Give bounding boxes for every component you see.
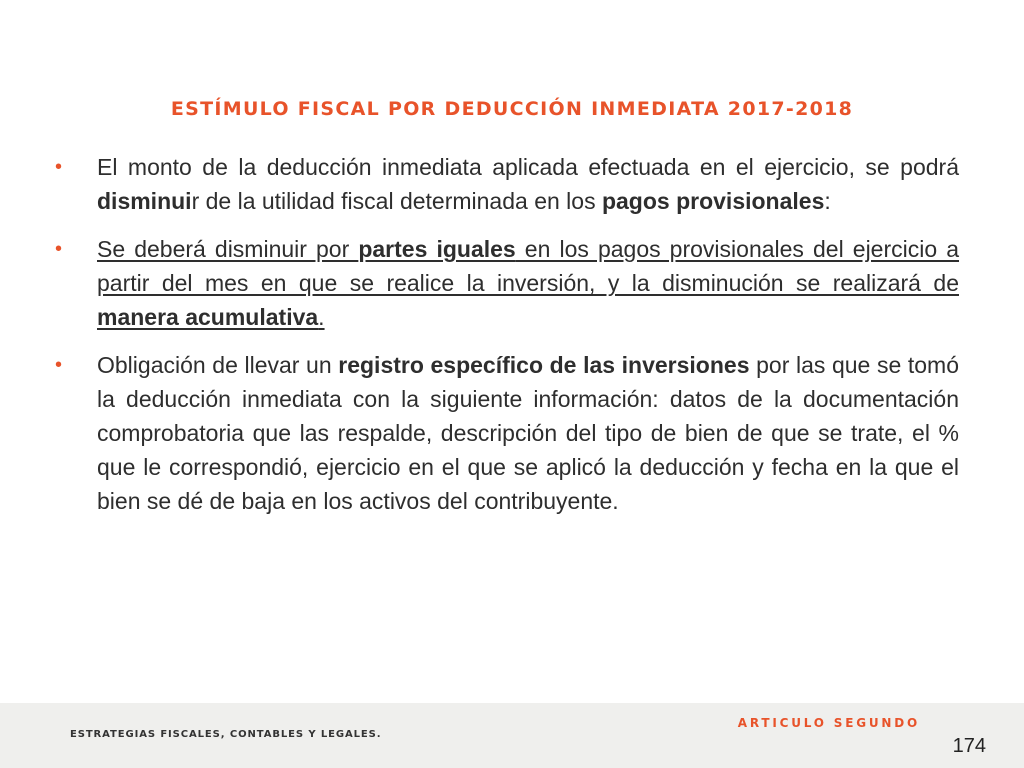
bullet-text: El monto de la deducción inmediata aplicada efectuada en el ejercicio, se podrá: [97, 154, 959, 180]
bullet-text: r de la utilidad fiscal determinada en los: [191, 188, 602, 214]
bullet-text: .: [318, 304, 325, 330]
page-number: 174: [952, 735, 986, 757]
bullet-text: :: [824, 188, 831, 214]
bullet-emphasis: manera acumulativa: [97, 304, 319, 330]
bullet-item-3: [55, 348, 959, 518]
section-label: ARTICULO SEGUNDO: [737, 716, 920, 730]
bullet-text: en los pagos provisionales del ejercicio a partir del mes en que se realice la inversión, y la disminución se realizará de: [97, 236, 960, 296]
footer-bar: [0, 703, 1024, 768]
bullet-item-1: [55, 150, 959, 218]
bullet-emphasis: registro específico de las inversiones: [338, 352, 750, 378]
bullet-dot-icon: •: [55, 354, 63, 376]
bullet-dot-icon: •: [55, 156, 63, 178]
bullet-item-2: [55, 232, 959, 334]
bullet-emphasis: partes iguales: [358, 236, 516, 262]
bullet-text: Obligación de llevar un: [97, 352, 339, 378]
bullet-dot-icon: •: [55, 238, 63, 260]
bullet-emphasis: pagos provisionales: [601, 188, 825, 214]
bullet-text: por las que se tomó la deducción inmediata con la siguiente información: datos de la documentación comprobatoria que las respalde, descripción del tipo de bien de que se trate, el % que le correspondió, ejercicio en el que se aplicó la deducción y fecha en la que el bien se dé de baja en los activos del contribuyente.: [97, 352, 959, 514]
bullet-underlined-text: [97, 236, 959, 330]
slide-title: ESTÍMULO FISCAL POR DEDUCCIÓN INMEDIATA 2017-2018: [170, 98, 854, 120]
bullet-emphasis: disminui: [97, 188, 192, 214]
footer-brand: ESTRATEGIAS FISCALES, CONTABLES Y LEGALES.: [70, 729, 382, 740]
bullet-list: [55, 150, 959, 532]
bullet-text: Se deberá disminuir por: [97, 236, 359, 262]
